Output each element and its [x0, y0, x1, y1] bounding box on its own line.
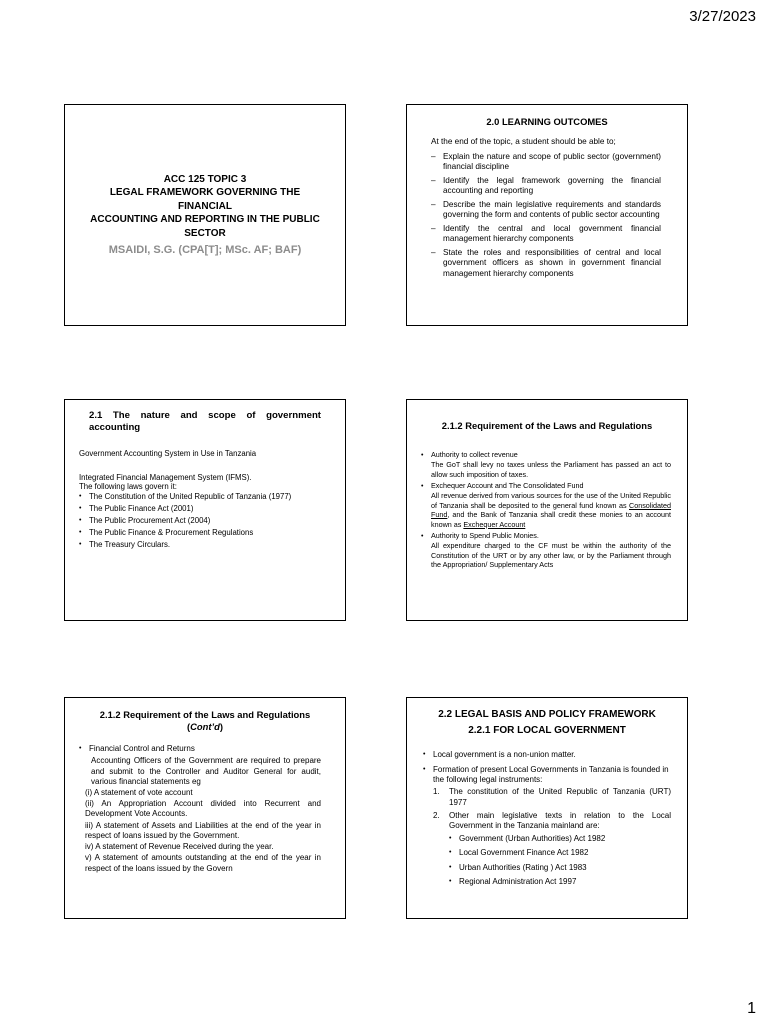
- text-segment: , and the Bank of Tanzania shall credit these monies to an account known as: [431, 510, 671, 529]
- item-text: Other main legislative texts in relation to the Local Government in the Tanzania mainland are:: [449, 810, 671, 830]
- statement-item: iv) A statement of Revenue Received during the year.: [85, 842, 274, 852]
- heading-cont: Cont’d: [190, 721, 220, 733]
- text-segment: All revenue derived from various sources for the use of the United Republic of Tanzania shall be deposited to the general fund known as: [431, 491, 671, 510]
- list-item: • Local government is a non-union matter.: [423, 750, 671, 760]
- item-text: The constitution of the United Republic of Tanzania (URT) 1977: [449, 787, 671, 807]
- list-item: – Identify the legal framework governing the financial accounting and reporting: [431, 176, 661, 197]
- list-item: • Authority to Spend Public Monies.: [421, 531, 671, 540]
- slide-learning-outcomes: [406, 104, 688, 326]
- statement-item: v) A statement of amounts outstanding at the end of the year in respect of the loans issued by the Govern: [85, 853, 321, 873]
- requirement-text: All expenditure charged to the CF must be within the authority of the Constitution of the URT or by any other law, or by the Parliament through the Appropriation/ Supplementary Acts: [431, 541, 671, 569]
- title-line: LEGAL FRAMEWORK GOVERNING THE FINANCIAL: [109, 187, 301, 212]
- list-item: [433, 787, 671, 807]
- outcome-list: [431, 152, 661, 280]
- act-list: [449, 834, 671, 887]
- law-list: [79, 492, 305, 550]
- list-item: • Financial Control and Returns: [79, 744, 321, 754]
- heading-line: 2.2.1 FOR LOCAL GOVERNMENT: [468, 724, 626, 736]
- list-item: • The Public Procurement Act (2004): [79, 516, 305, 526]
- print-date: 3/27/2023: [689, 8, 756, 25]
- slide-heading: 2.1.2 Requirement of the Laws and Regulations: [441, 420, 653, 431]
- list-item: • Authority to collect revenue: [421, 450, 671, 459]
- slide-body: [79, 449, 305, 551]
- statement-item: (ii) An Appropriation Account divided into Recurrent and Development Vote Accounts.: [85, 799, 321, 819]
- list-item: • Formation of present Local Governments in Tanzania is founded in the following legal instruments:: [423, 765, 671, 785]
- title-line: ACC 125 TOPIC 3: [163, 173, 247, 185]
- instrument-list: [433, 787, 671, 887]
- intro-text: At the end of the topic, a student should be able to;: [431, 137, 616, 147]
- requirement-text: [421, 491, 671, 528]
- slide-title-heading: [85, 173, 325, 241]
- slide-laws-regulations-cont: [64, 697, 346, 919]
- slide-heading: [407, 709, 687, 738]
- requirement-text: The GoT shall levy no taxes unless the Parliament has passed an act to allow such imposition of taxes.: [431, 460, 671, 479]
- list-item: • The Public Finance & Procurement Regulations: [79, 528, 305, 538]
- body-text: Accounting Officers of the Government are required to prepare and submit to the Controller and Auditor General for audit, various financial statements eg: [91, 756, 321, 786]
- list-item: • Urban Authorities (Rating ) Act 1983: [449, 863, 671, 873]
- slide-heading: 2.1 The nature and scope of government accounting: [89, 410, 321, 434]
- basis-list: [423, 750, 671, 786]
- slide-heading: 2.0 LEARNING OUTCOMES: [486, 116, 608, 127]
- list-item: • Government (Urban Authorities) Act 1982: [449, 834, 671, 844]
- list-item: • The Treasury Circulars.: [79, 540, 305, 550]
- requirement-list: [421, 450, 671, 459]
- list-item: – Identify the central and local government financial management hierarchy components: [431, 224, 661, 245]
- slide-body: [423, 750, 671, 888]
- title-line: ACCOUNTING AND REPORTING IN THE PUBLIC: [90, 214, 320, 226]
- list-item: • Local Government Finance Act 1982: [449, 848, 671, 858]
- heading-line: 2.2 LEGAL BASIS AND POLICY FRAMEWORK: [438, 709, 656, 720]
- body-text: Integrated Financial Management System (IFMS).: [79, 472, 252, 482]
- list-item: – Explain the nature and scope of public sector (government) financial discipline: [431, 152, 661, 173]
- slide-heading: [65, 709, 345, 733]
- list-item: – Describe the main legislative requirements and standards governing the form and contents of public sector accounting: [431, 200, 661, 221]
- control-list: [79, 744, 321, 754]
- item-number: 2.: [433, 810, 440, 820]
- title-line: SECTOR: [184, 227, 226, 239]
- heading-line: (Cont’d): [187, 721, 223, 733]
- statement-item: iii) A statement of Assets and Liabilities at the end of the year in respect of loans issued by the Government.: [85, 820, 321, 840]
- slide-body: [421, 450, 671, 569]
- slide-body: [79, 744, 321, 874]
- body-text: The following laws govern it:: [79, 482, 177, 492]
- item-number: 1.: [433, 787, 440, 797]
- slide-local-government: [406, 697, 688, 919]
- list-item: • Exchequer Account and The Consolidated Fund: [421, 481, 671, 490]
- body-text: Government Accounting System in Use in Tanzania: [79, 448, 257, 458]
- slide-title: [64, 104, 346, 326]
- requirement-list: [421, 481, 671, 490]
- exchequer-account-term: Exchequer Account: [463, 519, 526, 529]
- requirement-list: [421, 531, 671, 540]
- list-item: [433, 811, 671, 887]
- slide-nature-scope: [64, 399, 346, 621]
- heading-line: 2.1.2 Requirement of the Laws and Regulations: [99, 709, 311, 720]
- author-credit: MSAIDI, S.G. (CPA[T]; MSc. AF; BAF): [108, 244, 302, 257]
- list-item: – State the roles and responsibilities of central and local government officers as shown in government financial management hierarchy components: [431, 248, 661, 280]
- list-item: • The Public Finance Act (2001): [79, 504, 305, 514]
- slide-body: [431, 137, 661, 279]
- list-item: • The Constitution of the United Republic of Tanzania (1977): [79, 492, 305, 502]
- list-item: • Regional Administration Act 1997: [449, 877, 671, 887]
- slide-laws-regulations: [406, 399, 688, 621]
- consolidated-fund-term: Consolidated Fund: [431, 500, 671, 520]
- statement-item: (i) A statement of vote account: [85, 788, 193, 797]
- page-number: 1: [747, 1000, 756, 1017]
